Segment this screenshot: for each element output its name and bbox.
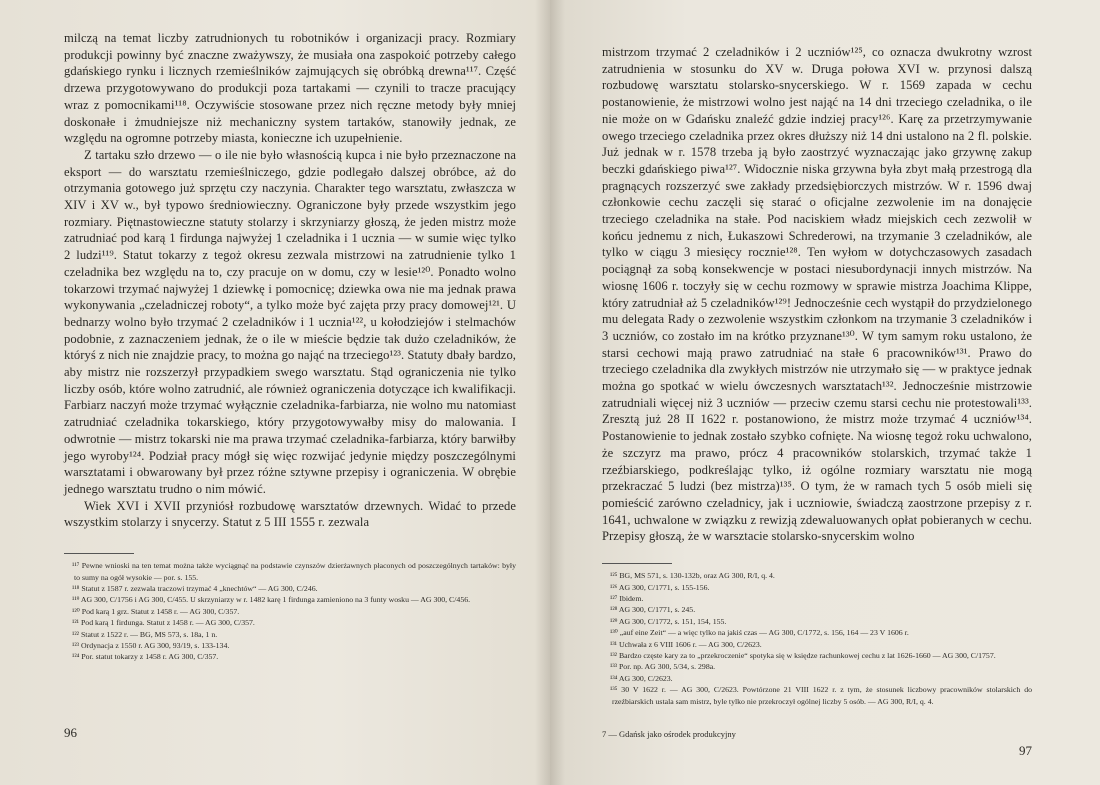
right-page bbox=[550, 0, 1100, 785]
footnote: ¹²¹ Pod karą 1 firdunga. Statut z 1458 r. — AG 300, C/357. bbox=[72, 618, 255, 628]
left-paragraph-2: Z tartaku szło drzewo — o ile nie było własnością kupca i nie było przeznaczone na eksport — do warsztatu rzemieślniczego, gdzie podlegało dalszej obróbce, aż do otrzymania gotowego już sprzętu czy naczynia. Charakter tego warsztatu, zwłaszcza w XIV i XV w., był typowo średniowieczny. Ograniczone były przede wszystkim jego rozmiary. Piętnastowieczne statuty stolarzy i skrzyniarzy głoszą, że jeden mistrz może zatrudniać pod karą 1 firdunga najwyżej 1 czeladnika i 1 ucznia — w sumie więc tylko 2 ludzi¹¹⁹. Statut tokarzy z tegoż okresu zezwala mistrzowi na zatrudnienie tylko 1 czeladnika bez względu na to, czy pracuje on w domu, czy w lesie¹²⁰. Ponadto wolno tokarzowi trzymać najwyżej 1 dziewkę i pomocnicę; dziewka owa nie ma jednak prawa wykonywania „czeladniczej roboty“, a tylko może być zajęta przy pracy domowej¹²¹. U bednarzy wolno było trzymać 2 czeladników i 1 ucznia¹²², u kołodziejów i stelmachów podobnie, z zaznaczeniem jednak, że o ile w mieście będzie tak dużo czeladników, że któryś z nich nie znajdzie pracy, to można go nająć na trzeciego¹²³. Statuty dbały bardzo, aby mistrz nie rozszerzył przypadkiem swego warsztatu. Stąd ograniczenia nie tylko liczby osób, które wolno zatrudnić, ale również ograniczenia dotyczące ich kwalifikacji. Farbiarz naczyń może trzymać wyłącznie czeladnika-farbiarza, nie wolno mu natomiast zatrudniać czeladnika tokarskiego, który przygotowywałby misy do malowania. I odwrotnie — mistrz tokarski nie ma prawa trzymać czeladnika-farbiarza, który barwiłby jego wyroby¹²⁴. Podział pracy mógł się więc rozwijać jedynie między poszczególnymi warsztatami i obwarowany był przez różne sztywne przepisy i ograniczenia. W obrębie jednego warsztatu trudno o nim mówić. bbox=[64, 147, 516, 496]
right-page-number: 97 bbox=[1019, 743, 1032, 758]
footnote: ¹²² Statut z 1522 r. — BG, MS 573, s. 18a, 1 n. bbox=[72, 629, 218, 639]
footnote: ¹²⁷ Ibidem. bbox=[610, 593, 644, 603]
footnote: ¹¹⁷ Pewne wnioski na ten temat można także wyciągnąć na podstawie czynszów dzierżawnych płaconych od poszczególnych tartaków: były to sumy na ogół wysokie — por. s. 155. bbox=[72, 561, 516, 582]
footnote: ¹³³ Por. np. AG 300, 5/34, s. 298a. bbox=[610, 662, 716, 672]
left-body-text bbox=[64, 30, 516, 531]
running-footer: 7 — Gdańsk jako ośrodek produkcyjny bbox=[602, 729, 736, 739]
footnote-rule bbox=[64, 553, 134, 554]
footnote: ¹²⁵ BG, MS 571, s. 130-132b, oraz AG 300, R/I, q. 4. bbox=[610, 571, 775, 581]
footnote: ¹¹⁹ AG 300, C/1756 i AG 300, C/455. U skrzyniarzy w r. 1482 karę 1 firdunga zamieniono na 3 funty wosku — AG 300, C/456. bbox=[72, 595, 471, 605]
footnote: ¹²⁴ Por. statut tokarzy z 1458 r. AG 300, C/357. bbox=[72, 652, 219, 662]
footnote: ¹³⁴ AG 300, C/2623. bbox=[610, 673, 673, 683]
left-paragraph-1: milczą na temat liczby zatrudnionych tu robotników i organizacji pracy. Rozmiary produkcji powinny być znaczne zważywszy, że musiała ona zaspokoić potrzeby całego gdańskiego rynku i licznych rzemieślników zajmujących się obróbką drewna¹¹⁷. Część drzewa przygotowywano do produkcji poza tartakami — czynili to tracze pracujący wraz z pomocnikami¹¹⁸. Oczywiście stosowane przez nich ręczne metody były mniej doskonałe i żmudniejsze niż mechaniczny system tartaków, stanowiły jednak, ze względu na ogromne potrzeby miasta, konieczne ich uzupełnienie. bbox=[64, 31, 516, 146]
footnote: ¹²⁹ AG 300, C/1772, s. 151, 154, 155. bbox=[610, 616, 727, 626]
footnote: ¹²⁸ AG 300, C/1771, s. 245. bbox=[610, 605, 696, 615]
footnote: ¹²³ Ordynacja z 1550 r. AG 300, 93/19, s. 133-134. bbox=[72, 640, 230, 650]
footnote: ¹²⁰ Pod karą 1 grz. Statut z 1458 r. — AG 300, C/357. bbox=[72, 606, 240, 616]
right-footnotes bbox=[602, 570, 1032, 707]
footnote: ¹³¹ Uchwała z 6 VIII 1606 r. — AG 300, C/2623. bbox=[610, 639, 762, 649]
footnote: ¹¹⁸ Statut z 1587 r. zezwala traczowi trzymać 4 „knechtów“ — AG 300, C/246. bbox=[72, 583, 318, 593]
footnote: ¹³² Bardzo częste kary za to „przekroczenie“ spotyka się w księdze rachunkowej cechu z lat 1626-1660 — AG 300, C/1757. bbox=[610, 650, 996, 660]
footnote: ¹³⁵ 30 V 1622 r. — AG 300, C/2623. Powtórzone 21 VIII 1622 r. z tym, że stosunek liczbowy pracowników stolarskich do rzeźbiarskich ustala sam mistrz, byle tylko nie przekroczył ogólnej liczby 5 osób. — AG 300, R/I, q. 4. bbox=[610, 685, 1032, 706]
left-page-number: 96 bbox=[64, 725, 77, 740]
left-paragraph-3: Wiek XVI i XVII przyniósł rozbudowę warsztatów drzewnych. Widać to przede wszystkim stolarzy i snycerzy. Statut z 5 III 1555 r. zezwala bbox=[64, 498, 516, 530]
footnote-rule bbox=[602, 563, 672, 564]
right-paragraph-1: mistrzom trzymać 2 czeladników i 2 uczniów¹²⁵, co oznacza dwukrotny wzrost zatrudnienia w stosunku do XV w. Druga połowa XVI w. przynosi dalszą rozbudowę warsztatu stolarsko-snycerskiego. W r. 1569 zapada w cechu postanowienie, że mistrzowi wolno jest nająć na 14 dni trzeciego czeladnika, o ile nie może on w Gdańsku znaleźć gdzie indziej pracy¹²⁶. Karę za przetrzymywanie owego trzeciego czeladnika przez okres dłuższy niż 14 dni ustalono na 2 fl. polskie. Już jednak w r. 1578 trzeba ją było zaostrzyć wyznaczając jako grzywnę zakup beczki gdańskiego piwa¹²⁷. Widocznie niska grzywna była zbyt małą przestrogą dla pragnących rozszerzyć swe zakłady przedsiębiorczych mistrzów. W r. 1596 dwaj członkowie cechu zaczęli się starać o oficjalne zezwolenie im na donajęcie trzeciego czeladnika na stałe. Pod naciskiem władz miejskich cech zezwolił w końcu jednemu z nich, Łukaszowi Schrederowi, na trzymanie 3 czeladników, ale tylko w ciągu 3 miesięcy rocznie¹²⁸. Ten wyłom w dotychczasowych zasadach pociągnął za sobą konsekwencje w postaci niesubordynacji innych mistrzów. Na wiosnę 1606 r. toczyły się w cechu rozmowy w sprawie mistrza Joachima Klippe, który zatrudniał aż 5 czeladników¹²⁹! Jednocześnie cech wystąpił do przydzielonego mu delegata Rady o zezwolenie wszystkim członkom na trzymanie 3 czeladników i 3 uczniów, co zostało im na krótko przyznane¹³⁰. W tym samym roku ustalono, że starsi cechowi mają prawo zatrudniać na stałe 6 pracowników¹³¹. Prawo do trzeciego czeladnika dla zwykłych mistrzów nie utrzymało się — w praktyce jednak można go spotkać w wielu ówczesnych warsztatach¹³². Jednocześnie mistrzowie zatrudniali więcej niż 3 uczniów — przeciw czemu starsi cechu nie protestowali¹³³. Zresztą już 28 II 1622 r. postanowiono, że mistrz może trzymać 4 uczniów¹³⁴. Postanowienie to jednak zostało szybko cofnięte. Na wiosnę tegoż roku uchwalono, że szczyrz ma prawo, prócz 4 pracowników stolarskich, trzymać także 1 rzeźbiarskiego, podkreślając tylko, iż ogólne rozmiary warsztatu nie mogą przekraczać 5 ludzi (bez mistrza)¹³⁵. O tym, że w ramach tych 5 osób mieli się pomieścić zarówno czeladnicy, jak i uczniowie, świadczą zaostrzone przepisy z r. 1641, uchwalone w związku z rewizją zdewaluowanych opłat pobieranych w cechu. Przepisy głoszą, że w warsztacie stolarsko-snycerskim wolno bbox=[602, 45, 1032, 544]
footnote: ¹³⁰ „auf eine Zeit“ — a więc tylko na jakiś czas — AG 300, C/1772, s. 156, 164 — 23 V 1606 r. bbox=[610, 628, 909, 638]
footnote: ¹²⁶ AG 300, C/1771, s. 155-156. bbox=[610, 582, 710, 592]
right-body-text bbox=[602, 44, 1032, 545]
left-footnotes bbox=[64, 560, 516, 663]
